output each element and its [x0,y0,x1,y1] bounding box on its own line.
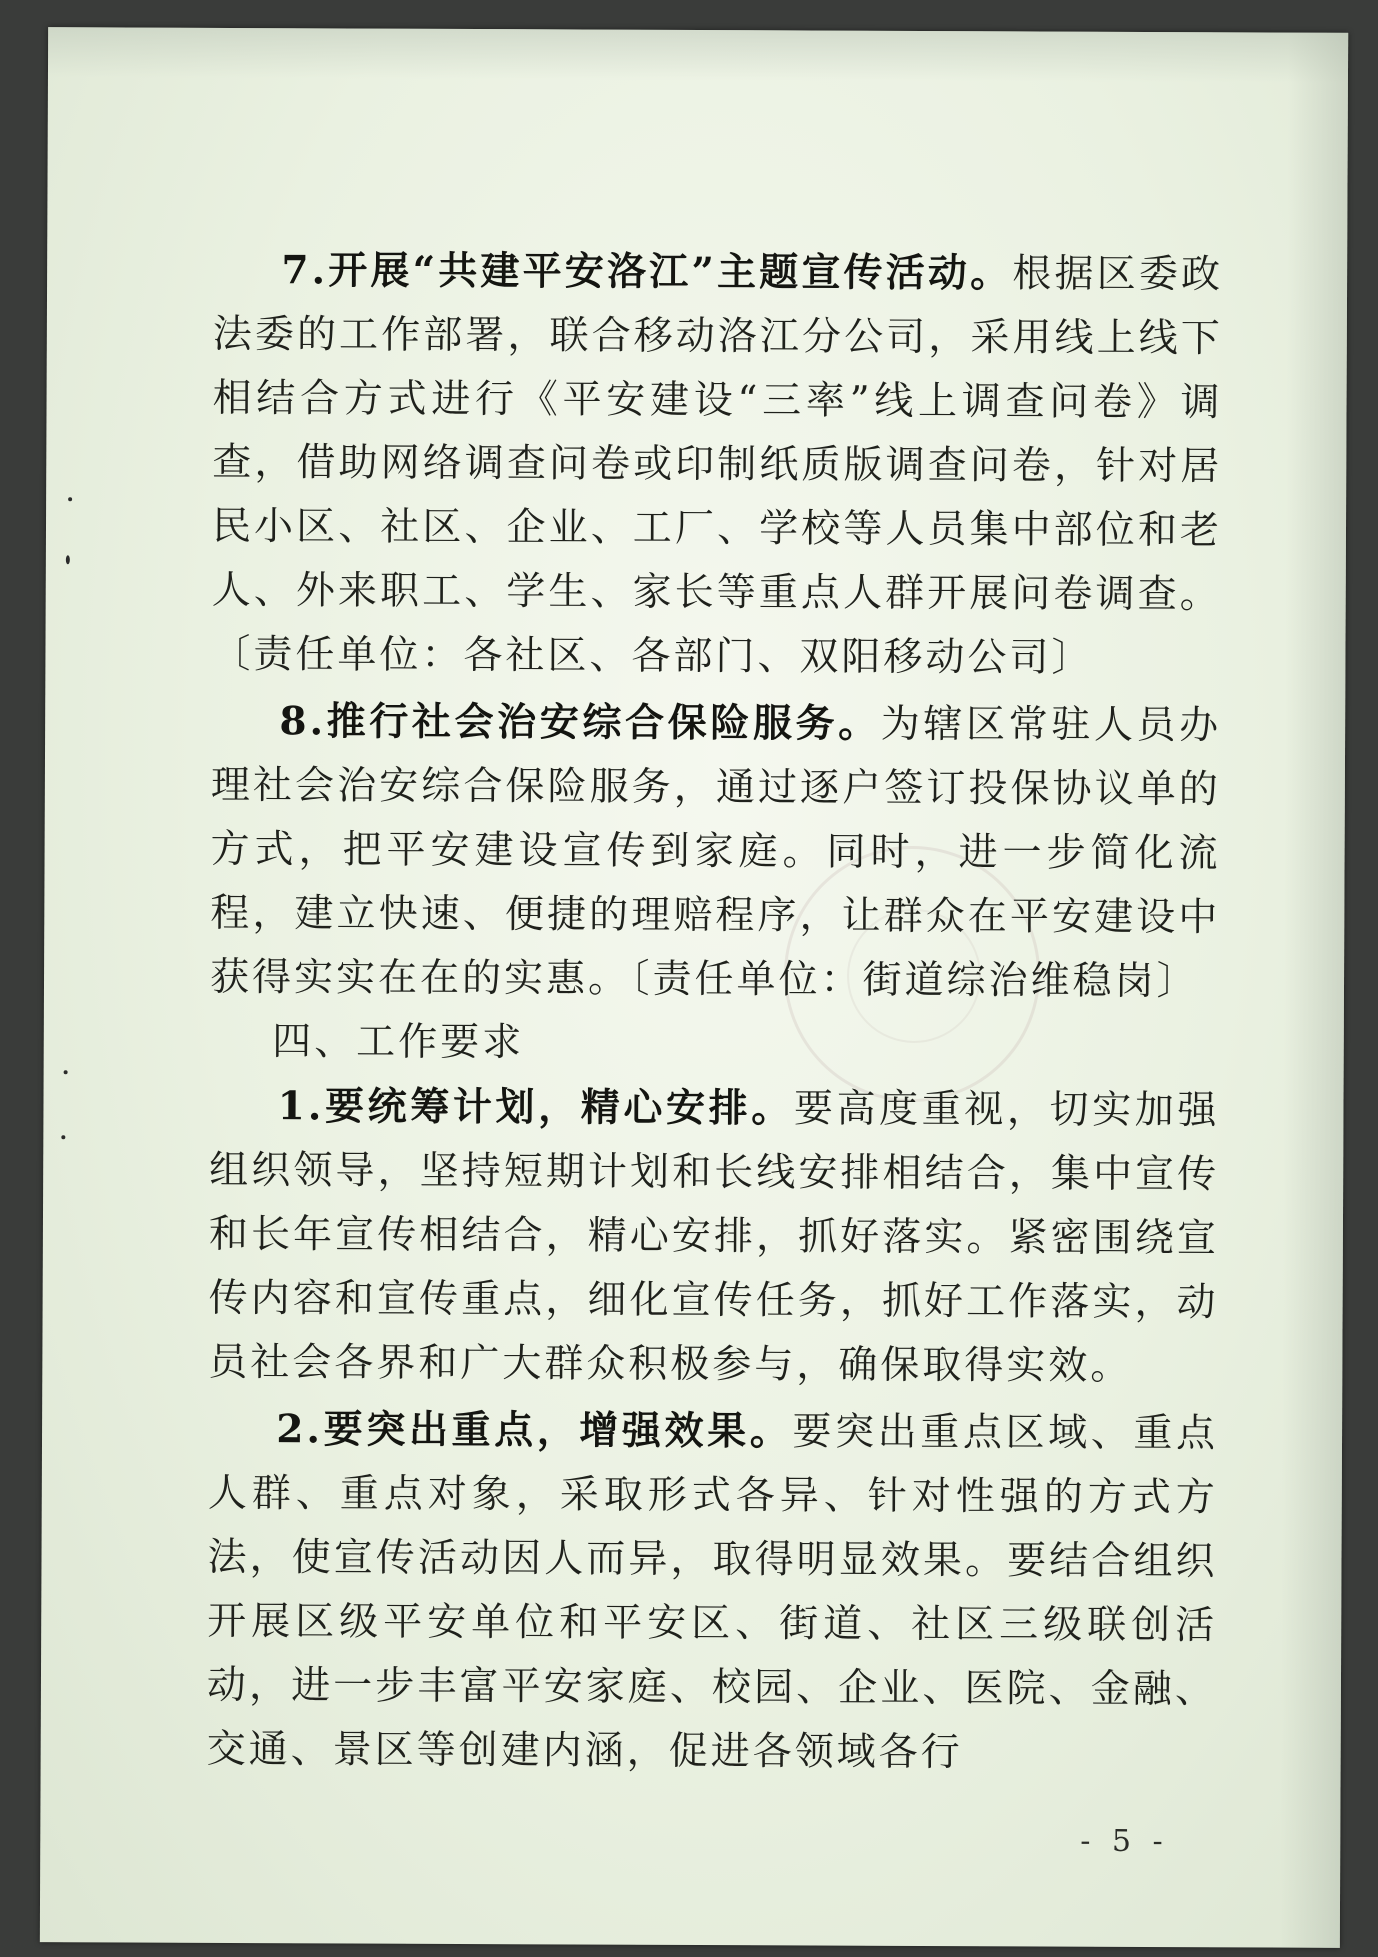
document-page [40,27,1348,1948]
paragraph-heading: 8.推行社会治安综合保险服务。 [279,698,881,747]
paragraph-heading: 2.要突出重点，增强效果。 [276,1406,793,1455]
paragraph-text: 要高度重视，切实加强组织领导，坚持短期计划和长线安排相结合，集中宣传和长年宣传相结合，精心安排，抓好落实。紧密围绕宣传内容和宣传重点，细化宣传任务，抓好工作落实，动员社会各界和广大群众积极参与，确保取得实效。 [208,1086,1220,1389]
page-shadow-top [48,27,1348,83]
scan-speck [64,1070,68,1074]
paragraph-requirement-2 [207,1397,1219,1786]
page-shadow-right [1280,33,1348,1948]
scan-speck [61,1135,65,1139]
scan-speck [66,555,70,564]
section-heading-text: 四、工作要求 [272,1019,525,1066]
paragraph-text: 根据区委政法委的工作部署，联合移动洛江分公司，采用线上线下相结合方式进行《平安建设“三率”线上调查问卷》调查，借助网络调查问卷或印制纸质版调查问卷，针对居民小区、社区、企业、工厂、学校等人员集中部位和老人、外来职工、学生、家长等重点人群开展问卷调查。〔责任单位：各社区、各部门、双阳移动公司〕 [211,251,1224,681]
paragraph-item-8 [210,689,1221,1014]
paragraph-heading: 1.要统筹计划，精心安排。 [277,1083,794,1132]
paragraph-text: 为辖区常驻人员办理社会治安综合保险服务，通过逐户签订投保协议单的方式，把平安建设宣传到家庭。同时，进一步简化流程，建立快速、便捷的理赔程序，让群众在平安建设中获得实实在在的实惠。〔责任单位：街道综治维稳岗〕 [209,701,1222,1005]
section-heading-work-requirements [210,1010,1220,1078]
paragraph-item-7 [211,238,1223,691]
scan-speck [68,497,72,501]
paragraph-heading: 7.开展“共建平安洛江”主题宣传活动。 [281,247,1013,297]
page-number: - 5 - [1080,1823,1169,1860]
body-text [207,238,1224,1786]
paragraph-requirement-1 [208,1074,1219,1399]
paragraph-text: 要突出重点区域、重点人群、重点对象，采取形式各异、针对性强的方式方法，使宣传活动因人而异，取得明显效果。要结合组织开展区级平安单位和平安区、街道、社区三级联创活动，进一步丰富平安家庭、校园、企业、医院、金融、交通、景区等创建内涵，促进各领域各行 [206,1409,1219,1776]
